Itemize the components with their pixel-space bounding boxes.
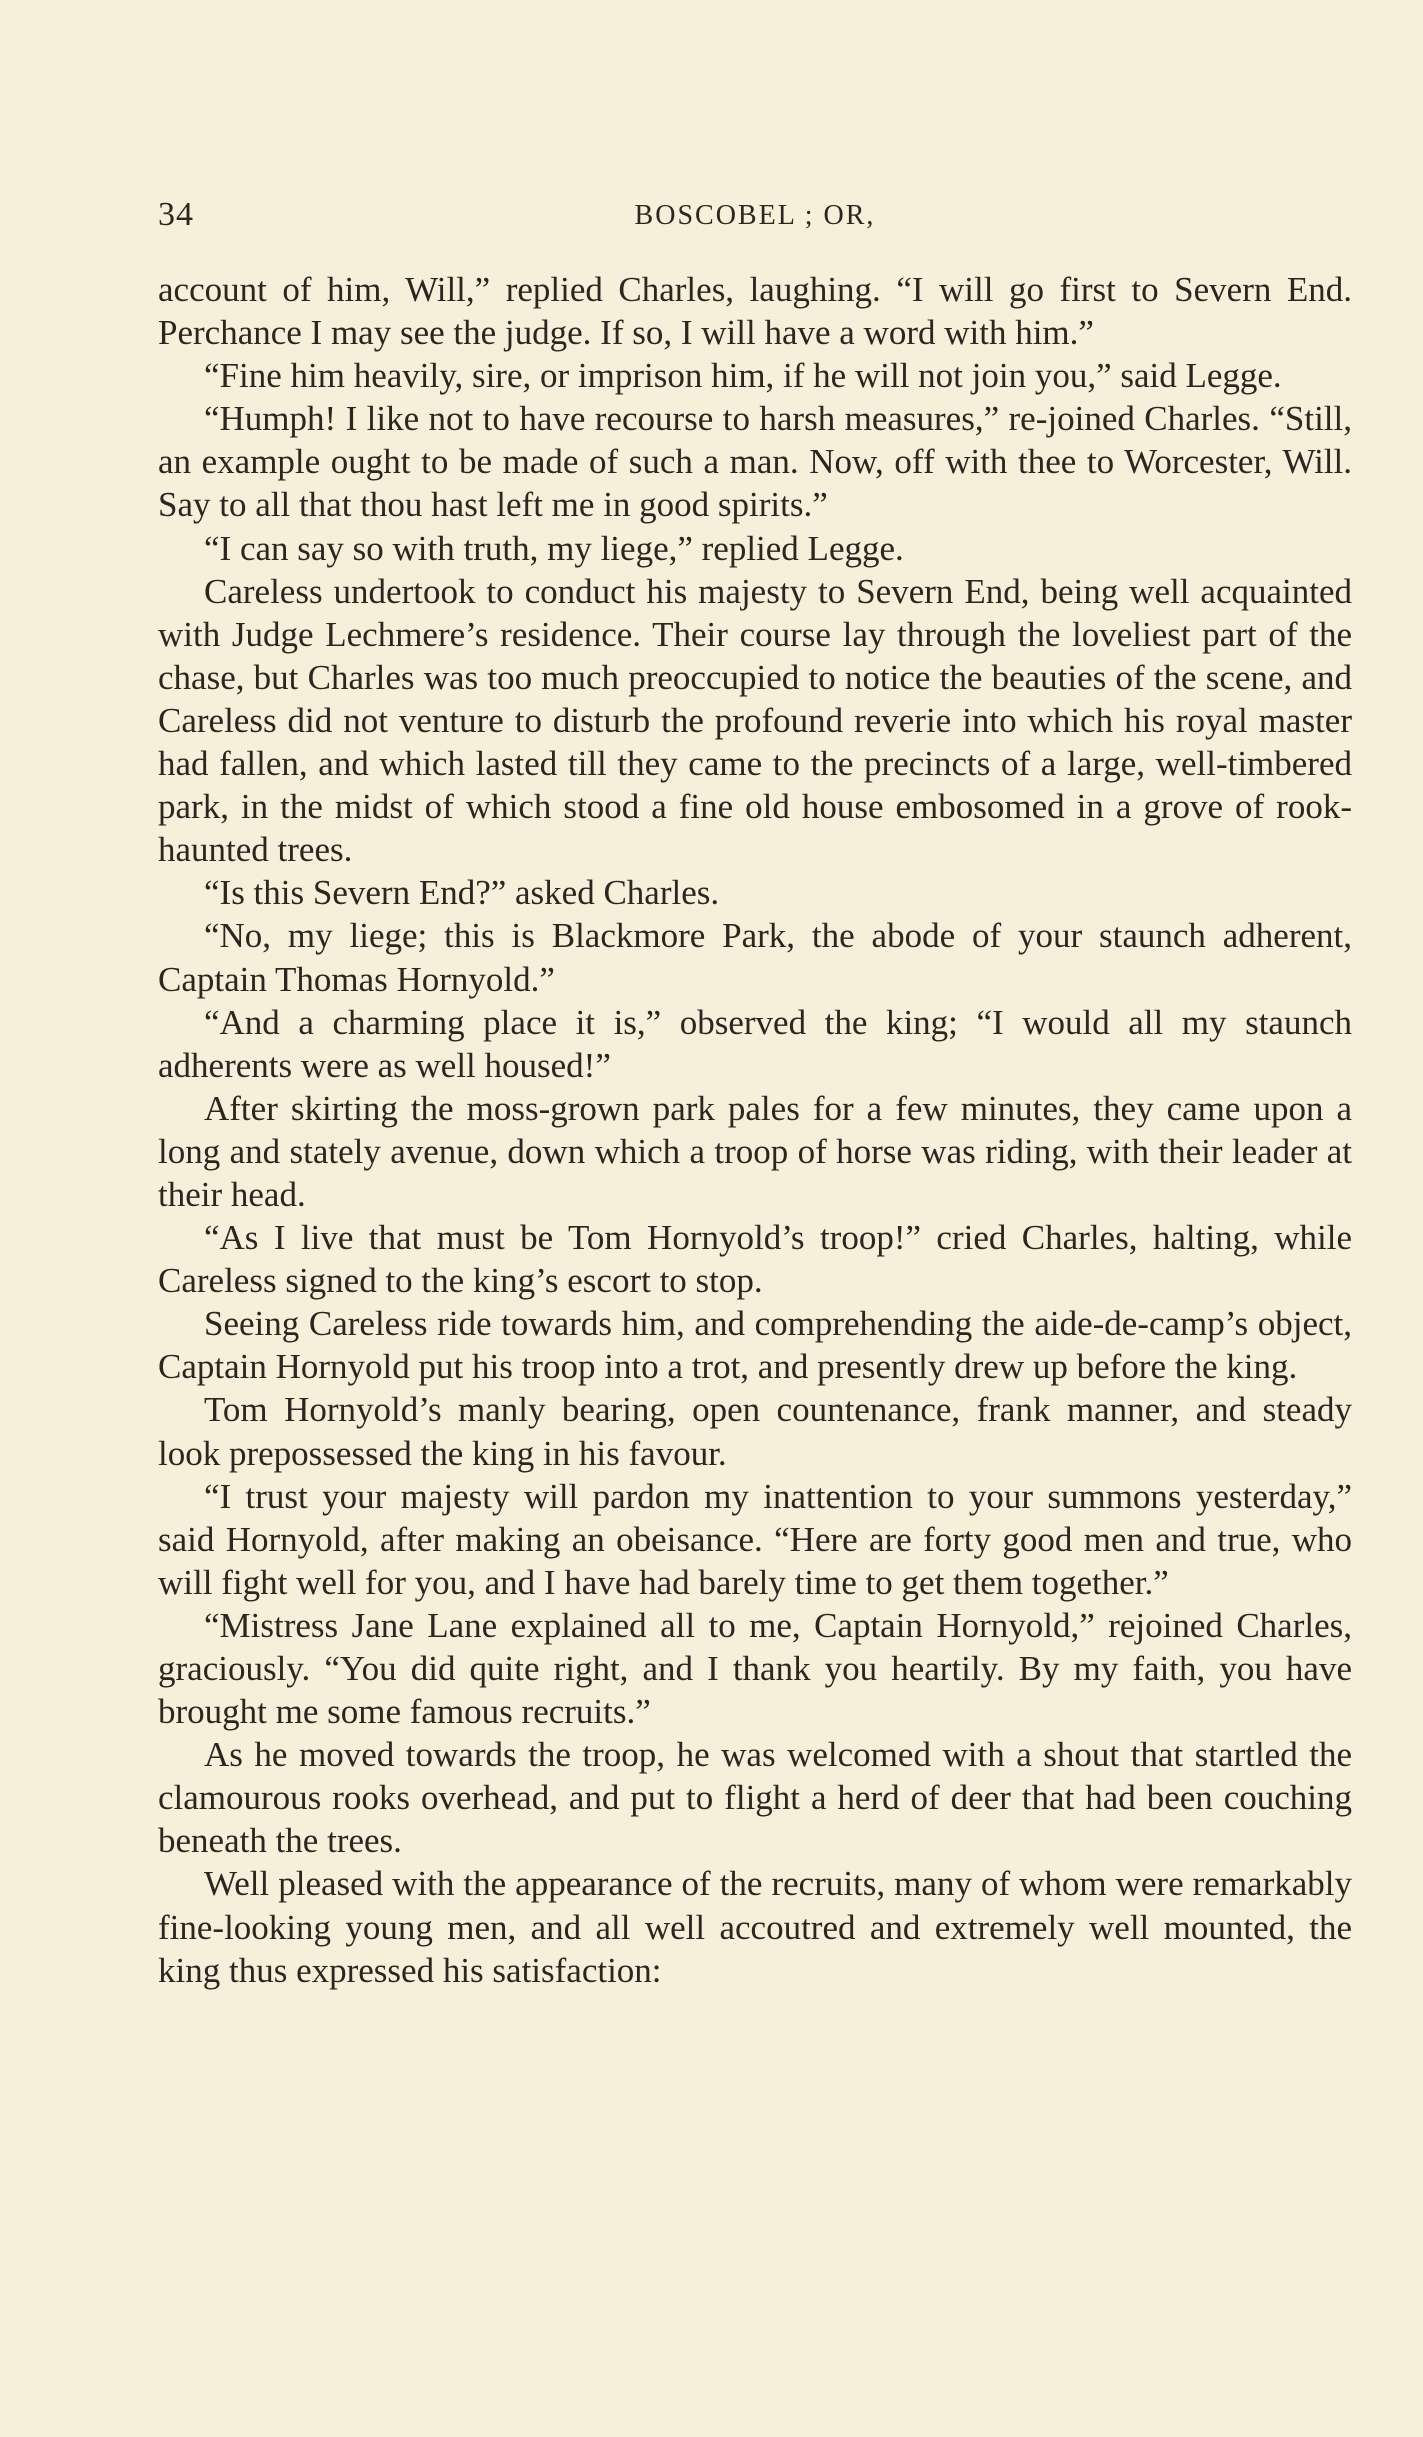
paragraph: Careless undertook to conduct his majesty to Severn End, being well acquainted with Judge Lechmere’s residence. Their course lay through the loveliest part of the chase, but Charles was too much preoccupied to notice the beauties of the scene, and Careless did not venture to disturb the profound reverie into which his royal master had fallen, and which lasted till they came to the precincts of a large, well-timbered park, in the midst of which stood a fine old house embosomed in a grove of rook-haunted trees.: [158, 571, 1352, 870]
paragraph: “I can say so with truth, my liege,” replied Legge.: [204, 528, 904, 568]
paragraph: As he moved towards the troop, he was welcomed with a shout that startled the clamourous rooks overhead, and put to flight a herd of deer that had been couching beneath the trees.: [158, 1735, 1352, 1861]
paragraph: After skirting the moss-grown park pales for a few minutes, they came upon a long and stately avenue, down which a troop of horse was riding, with their leader at their head.: [158, 1088, 1352, 1214]
running-title: BOSCOBEL ; OR,: [634, 200, 876, 231]
paragraph: Seeing Careless ride towards him, and comprehending the aide-de-camp’s object, Captain Hornyold put his troop into a trot, and presently drew up before the king.: [158, 1304, 1352, 1387]
running-head: [158, 196, 1352, 246]
paragraph: “Fine him heavily, sire, or imprison him, if he will not join you,” said Legge.: [204, 356, 1282, 396]
page-number: 34: [158, 196, 194, 233]
paragraph: account of him, Will,” replied Charles, laughing. “I will go first to Severn End. Perchance I may see the judge. If so, I will have a word with him.”: [158, 270, 1352, 353]
paragraph: “Humph! I like not to have recourse to harsh measures,” re-joined Charles. “Still, an example ought to be made of such a man. Now, off with thee to Worcester, Will. Say to all that thou hast left me in good spirits.”: [158, 399, 1352, 525]
body-text: [158, 268, 1352, 1992]
paragraph: “As I live that must be Tom Hornyold’s troop!” cried Charles, halting, while Careless signed to the king’s escort to stop.: [158, 1218, 1352, 1301]
paragraph: Well pleased with the appearance of the recruits, many of whom were remarkably fine-looking young men, and all well accoutred and extremely well mounted, the king thus expressed his satisfaction:: [158, 1864, 1352, 1990]
paragraph: “Is this Severn End?” asked Charles.: [204, 873, 720, 913]
paragraph: “No, my liege; this is Blackmore Park, the abode of your staunch adherent, Captain Thomas Hornyold.”: [158, 916, 1352, 999]
paragraph: “Mistress Jane Lane explained all to me, Captain Hornyold,” rejoined Charles, graciously. “You did quite right, and I thank you heartily. By my faith, you have brought me some famous recruits.”: [158, 1605, 1352, 1732]
paragraph: “And a charming place it is,” observed the king; “I would all my staunch adherents were as well housed!”: [158, 1002, 1352, 1085]
paragraph: “I trust your majesty will pardon my inattention to your summons yesterday,” said Hornyold, after making an obeisance. “Here are forty good men and true, who will fight well for you, and I have had barely time to get them together.”: [158, 1476, 1352, 1602]
paragraph: Tom Hornyold’s manly bearing, open countenance, frank manner, and steady look prepossessed the king in his favour.: [158, 1390, 1352, 1473]
